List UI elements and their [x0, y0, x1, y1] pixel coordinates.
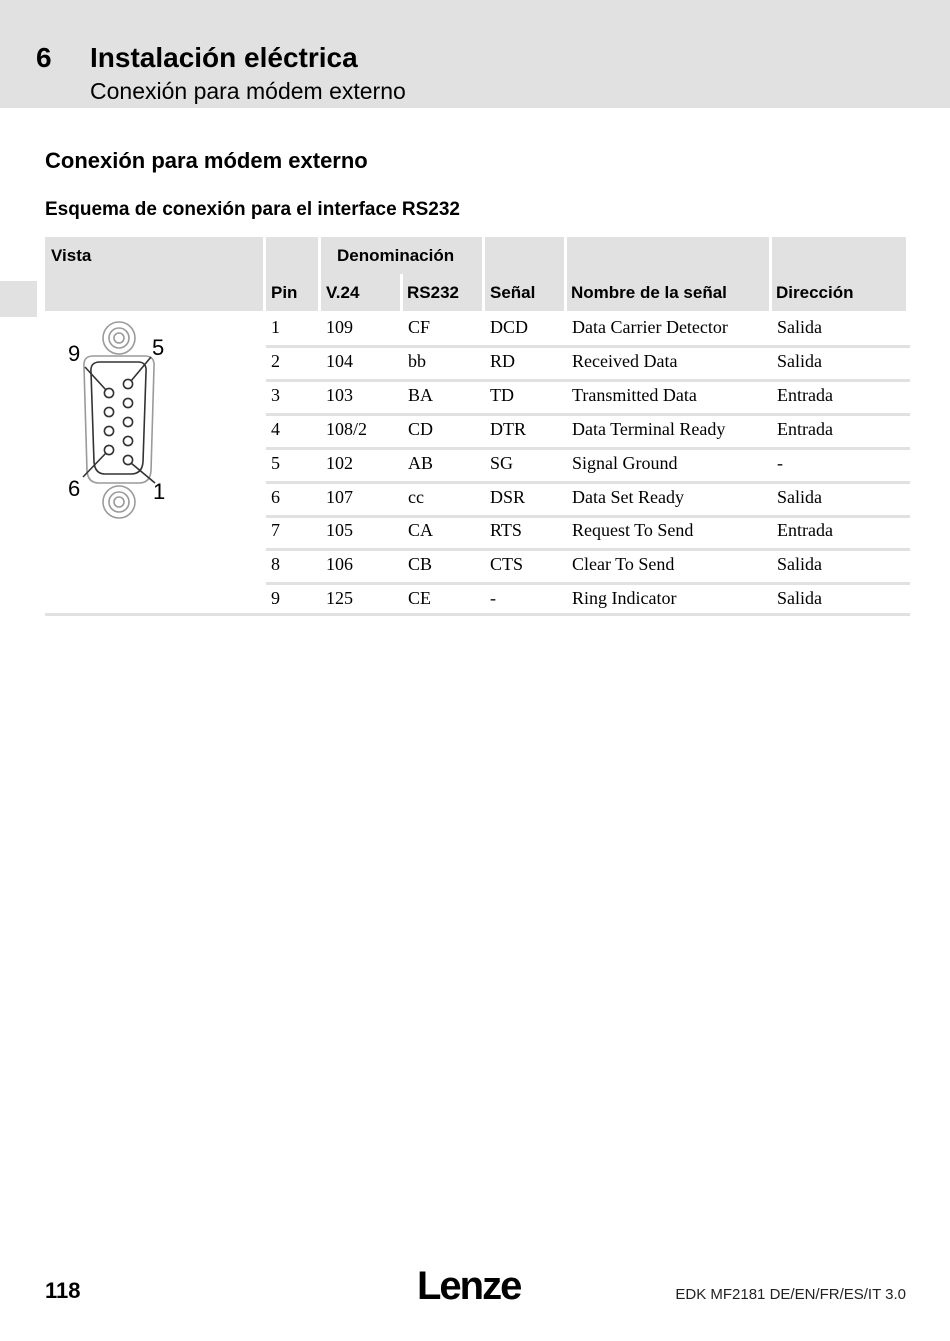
cell-v24: 107	[326, 486, 353, 507]
cell-pin: 2	[271, 350, 280, 371]
cell-v24: 103	[326, 384, 353, 405]
cell-v24: 108/2	[326, 418, 368, 439]
cell-pin: 4	[271, 418, 280, 439]
cell-v24: 125	[326, 588, 353, 609]
cell-rs232: CE	[408, 588, 432, 609]
cell-pin: 5	[271, 452, 280, 473]
cell-rs232: cc	[408, 486, 424, 507]
cell-nombre: Data Carrier Detector	[572, 317, 728, 337]
cell-direccion: Salida	[777, 486, 822, 507]
header-rs232: RS232	[403, 274, 482, 311]
cell-nombre: Ring Indicator	[572, 588, 677, 609]
cell-rs232: CA	[408, 520, 434, 541]
cell-senal: SG	[490, 452, 514, 473]
pin-label-1: 1	[153, 479, 166, 504]
cell-pin: 1	[271, 317, 280, 337]
cell-pin: 7	[271, 520, 280, 541]
pin-label-5: 5	[152, 335, 165, 360]
cell-nombre: Data Set Ready	[572, 486, 684, 507]
cell-senal: DTR	[490, 418, 526, 439]
cell-senal: -	[490, 588, 496, 609]
chapter-number: 6	[36, 42, 52, 73]
chapter-side-tab	[0, 281, 37, 317]
section-title: Conexión para módem externo	[45, 148, 368, 173]
cell-v24: 104	[326, 350, 353, 371]
row-divider	[266, 548, 910, 551]
page-number: 118	[45, 1278, 81, 1303]
cell-rs232: CF	[408, 317, 431, 337]
header-direccion: Dirección	[772, 237, 906, 311]
cell-pin: 6	[271, 486, 280, 507]
header-v24: V.24	[321, 274, 400, 311]
cell-nombre: Data Terminal Ready	[572, 418, 726, 439]
cell-direccion: Salida	[777, 588, 822, 609]
lenze-logo: Lenze	[417, 1264, 521, 1308]
header-denominacion: Denominación	[321, 237, 482, 274]
row-divider	[266, 481, 910, 484]
header-vista: Vista	[45, 237, 263, 311]
cell-v24: 105	[326, 520, 353, 541]
table-bottom-rule	[45, 613, 910, 616]
cell-pin: 9	[271, 588, 280, 609]
cell-nombre: Transmitted Data	[572, 384, 697, 405]
cell-rs232: CB	[408, 554, 433, 575]
cell-direccion: Entrada	[777, 418, 833, 439]
cell-senal: RD	[490, 350, 516, 371]
cell-senal: RTS	[490, 520, 522, 541]
cell-senal: CTS	[490, 554, 524, 575]
chapter-header	[0, 0, 950, 108]
cell-nombre: Signal Ground	[572, 452, 678, 473]
pin-label-9: 9	[68, 341, 81, 366]
cell-nombre: Clear To Send	[572, 554, 675, 575]
cell-rs232: AB	[408, 452, 434, 473]
cell-direccion: Entrada	[777, 520, 833, 541]
cell-senal: DSR	[490, 486, 526, 507]
row-divider	[266, 582, 910, 585]
header-nombre: Nombre de la señal	[567, 237, 769, 311]
cell-rs232: BA	[408, 384, 434, 405]
table-title: Esquema de conexión para el interface RS232	[45, 199, 461, 220]
cell-direccion: Salida	[777, 317, 822, 337]
cell-rs232: CD	[408, 418, 434, 439]
cell-v24: 109	[326, 317, 353, 337]
cell-nombre: Received Data	[572, 350, 678, 371]
row-divider	[266, 515, 910, 518]
cell-direccion: Salida	[777, 350, 822, 371]
cell-pin: 3	[271, 384, 280, 405]
cell-direccion: Salida	[777, 554, 822, 575]
row-divider	[266, 413, 910, 416]
connector-diagram	[45, 311, 263, 613]
header-senal: Señal	[485, 237, 564, 311]
chapter-subtitle: Conexión para módem externo	[90, 78, 406, 104]
cell-direccion: -	[777, 452, 783, 473]
cell-senal: DCD	[490, 317, 529, 337]
row-divider	[266, 379, 910, 382]
cell-nombre: Request To Send	[572, 520, 694, 541]
row-divider	[266, 447, 910, 450]
cell-senal: TD	[490, 384, 514, 405]
cell-rs232: bb	[408, 350, 426, 371]
pin-label-6: 6	[68, 476, 81, 501]
cell-v24: 102	[326, 452, 353, 473]
header-pin: Pin	[266, 237, 318, 311]
cell-direccion: Entrada	[777, 384, 833, 405]
row-divider	[266, 345, 910, 348]
cell-v24: 106	[326, 554, 353, 575]
chapter-title: Instalación eléctrica	[90, 42, 358, 73]
cell-pin: 8	[271, 554, 280, 575]
document-reference: EDK MF2181 DE/EN/FR/ES/IT 3.0	[675, 1286, 906, 1303]
